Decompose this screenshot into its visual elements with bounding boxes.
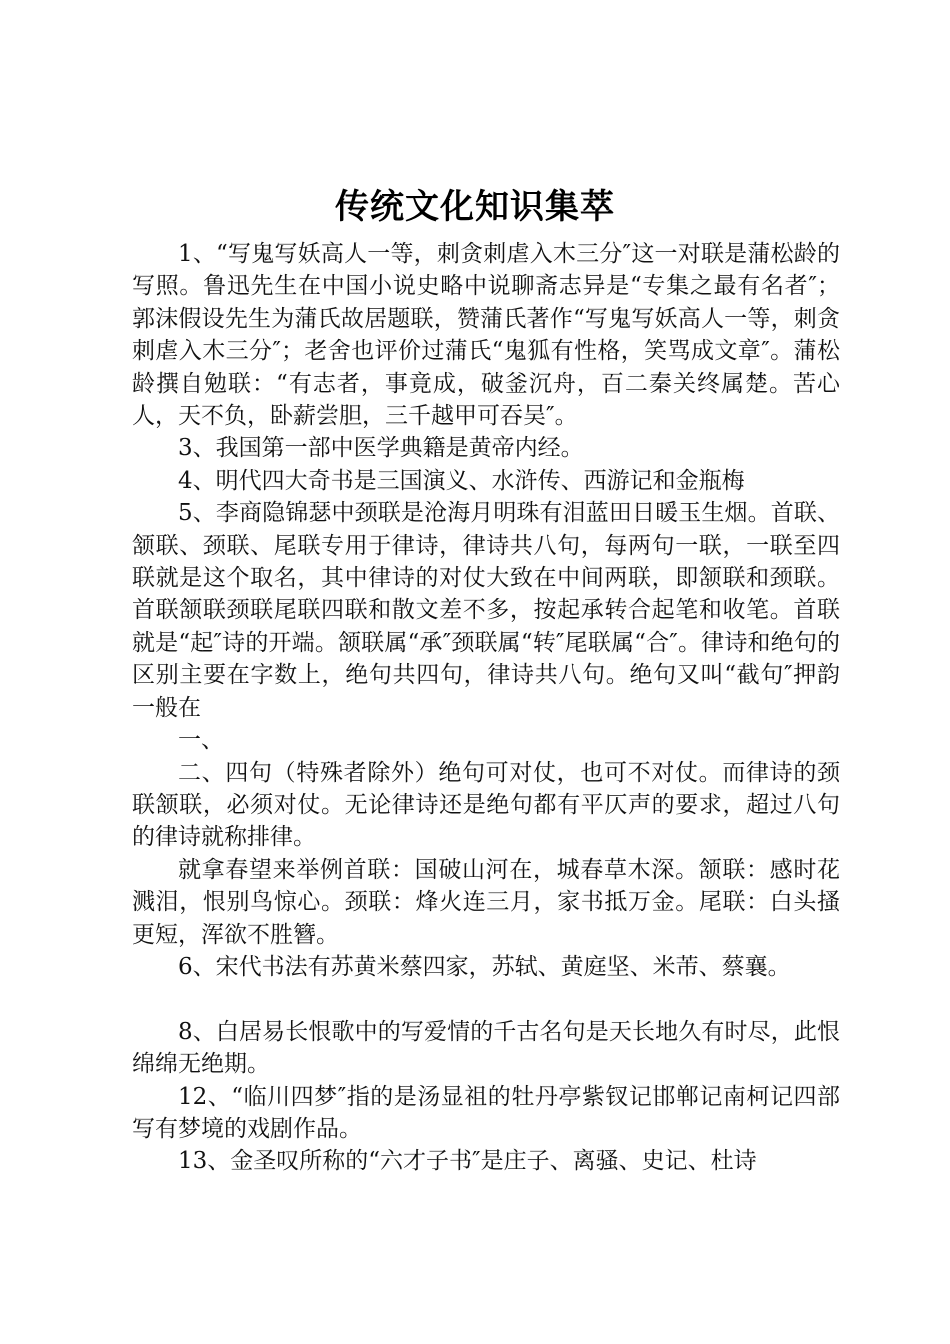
paragraph-er: 二、四句（特殊者除外）绝句可对仗，也可不对仗。而律诗的颈联颔联，必须对仗。无论律诗还是绝句都有平仄声的要求，超过八句的律诗就称排律。 (132, 759, 840, 851)
paragraph-13: 13、金圣叹所称的“六才子书″是庄子、离骚、史记、杜诗 (178, 1148, 757, 1175)
paragraph-5: 5、李商隐锦瑟中颈联是沧海月明珠有泪蓝田日暖玉生烟。首联、颔联、颈联、尾联专用于律诗，律诗共八句，每两句一联，一联至四联就是这个取名，其中律诗的对仗大致在中间两联，即颔联和颈联。首联颔联颈联尾联四联和散文差不多，按起承转合起笔和收笔。首联就是“起″诗的开端。颔联属“承″颈联属“转″尾联属“合″。律诗和绝句的区别主要在字数上，绝句共四句，律诗共八句。绝句又叫“截句″押韵一般在 (132, 500, 840, 721)
paragraph-8: 8、白居易长恨歌中的写爱情的千古名句是天长地久有时尽，此恨绵绵无绝期。 (132, 1018, 840, 1078)
blank-line (132, 983, 840, 1015)
paragraph-6: 6、宋代书法有苏黄米蔡四家，苏轼、黄庭坚、米芾、蔡襄。 (178, 953, 791, 980)
paragraph-3: 3、我国第一部中医学典籍是黄帝内经。 (178, 435, 584, 462)
document-body (132, 238, 840, 1178)
paragraph-chunwang-example: 就拿春望来举例首联：国破山河在，城春草木深。颔联：感时花溅泪，恨别鸟惊心。颈联：烽火连三月，家书抵万金。尾联：白头搔更短，浑欲不胜簪。 (132, 856, 840, 948)
paragraph-1: 1、“写鬼写妖高人一等，刺贪刺虐入木三分″这一对联是蒲松龄的写照。鲁迅先生在中国小说史略中说聊斋志异是“专集之最有名者″；郭沫假设先生为蒲氏故居题联，赞蒲氏著作“写鬼写妖高人一等，刺贪刺虐入木三分″；老舍也评价过蒲氏“鬼狐有性格，笑骂成文章″。蒲松龄撰自勉联：“有志者，事竟成，破釜沉舟，百二秦关终属楚。苦心人，天不负，卧薪尝胆，三千越甲可吞吴″。 (132, 241, 840, 430)
document-title: 传统文化知识集萃 (335, 187, 615, 227)
paragraph-12: 12、“临川四梦″指的是汤显祖的牡丹亭紫钗记邯郸记南柯记四部写有梦境的戏剧作品。 (132, 1083, 840, 1142)
paragraph-4: 4、明代四大奇书是三国演义、水浒传、西游记和金瓶梅 (178, 467, 745, 494)
paragraph-yi: 一、 (178, 727, 224, 754)
